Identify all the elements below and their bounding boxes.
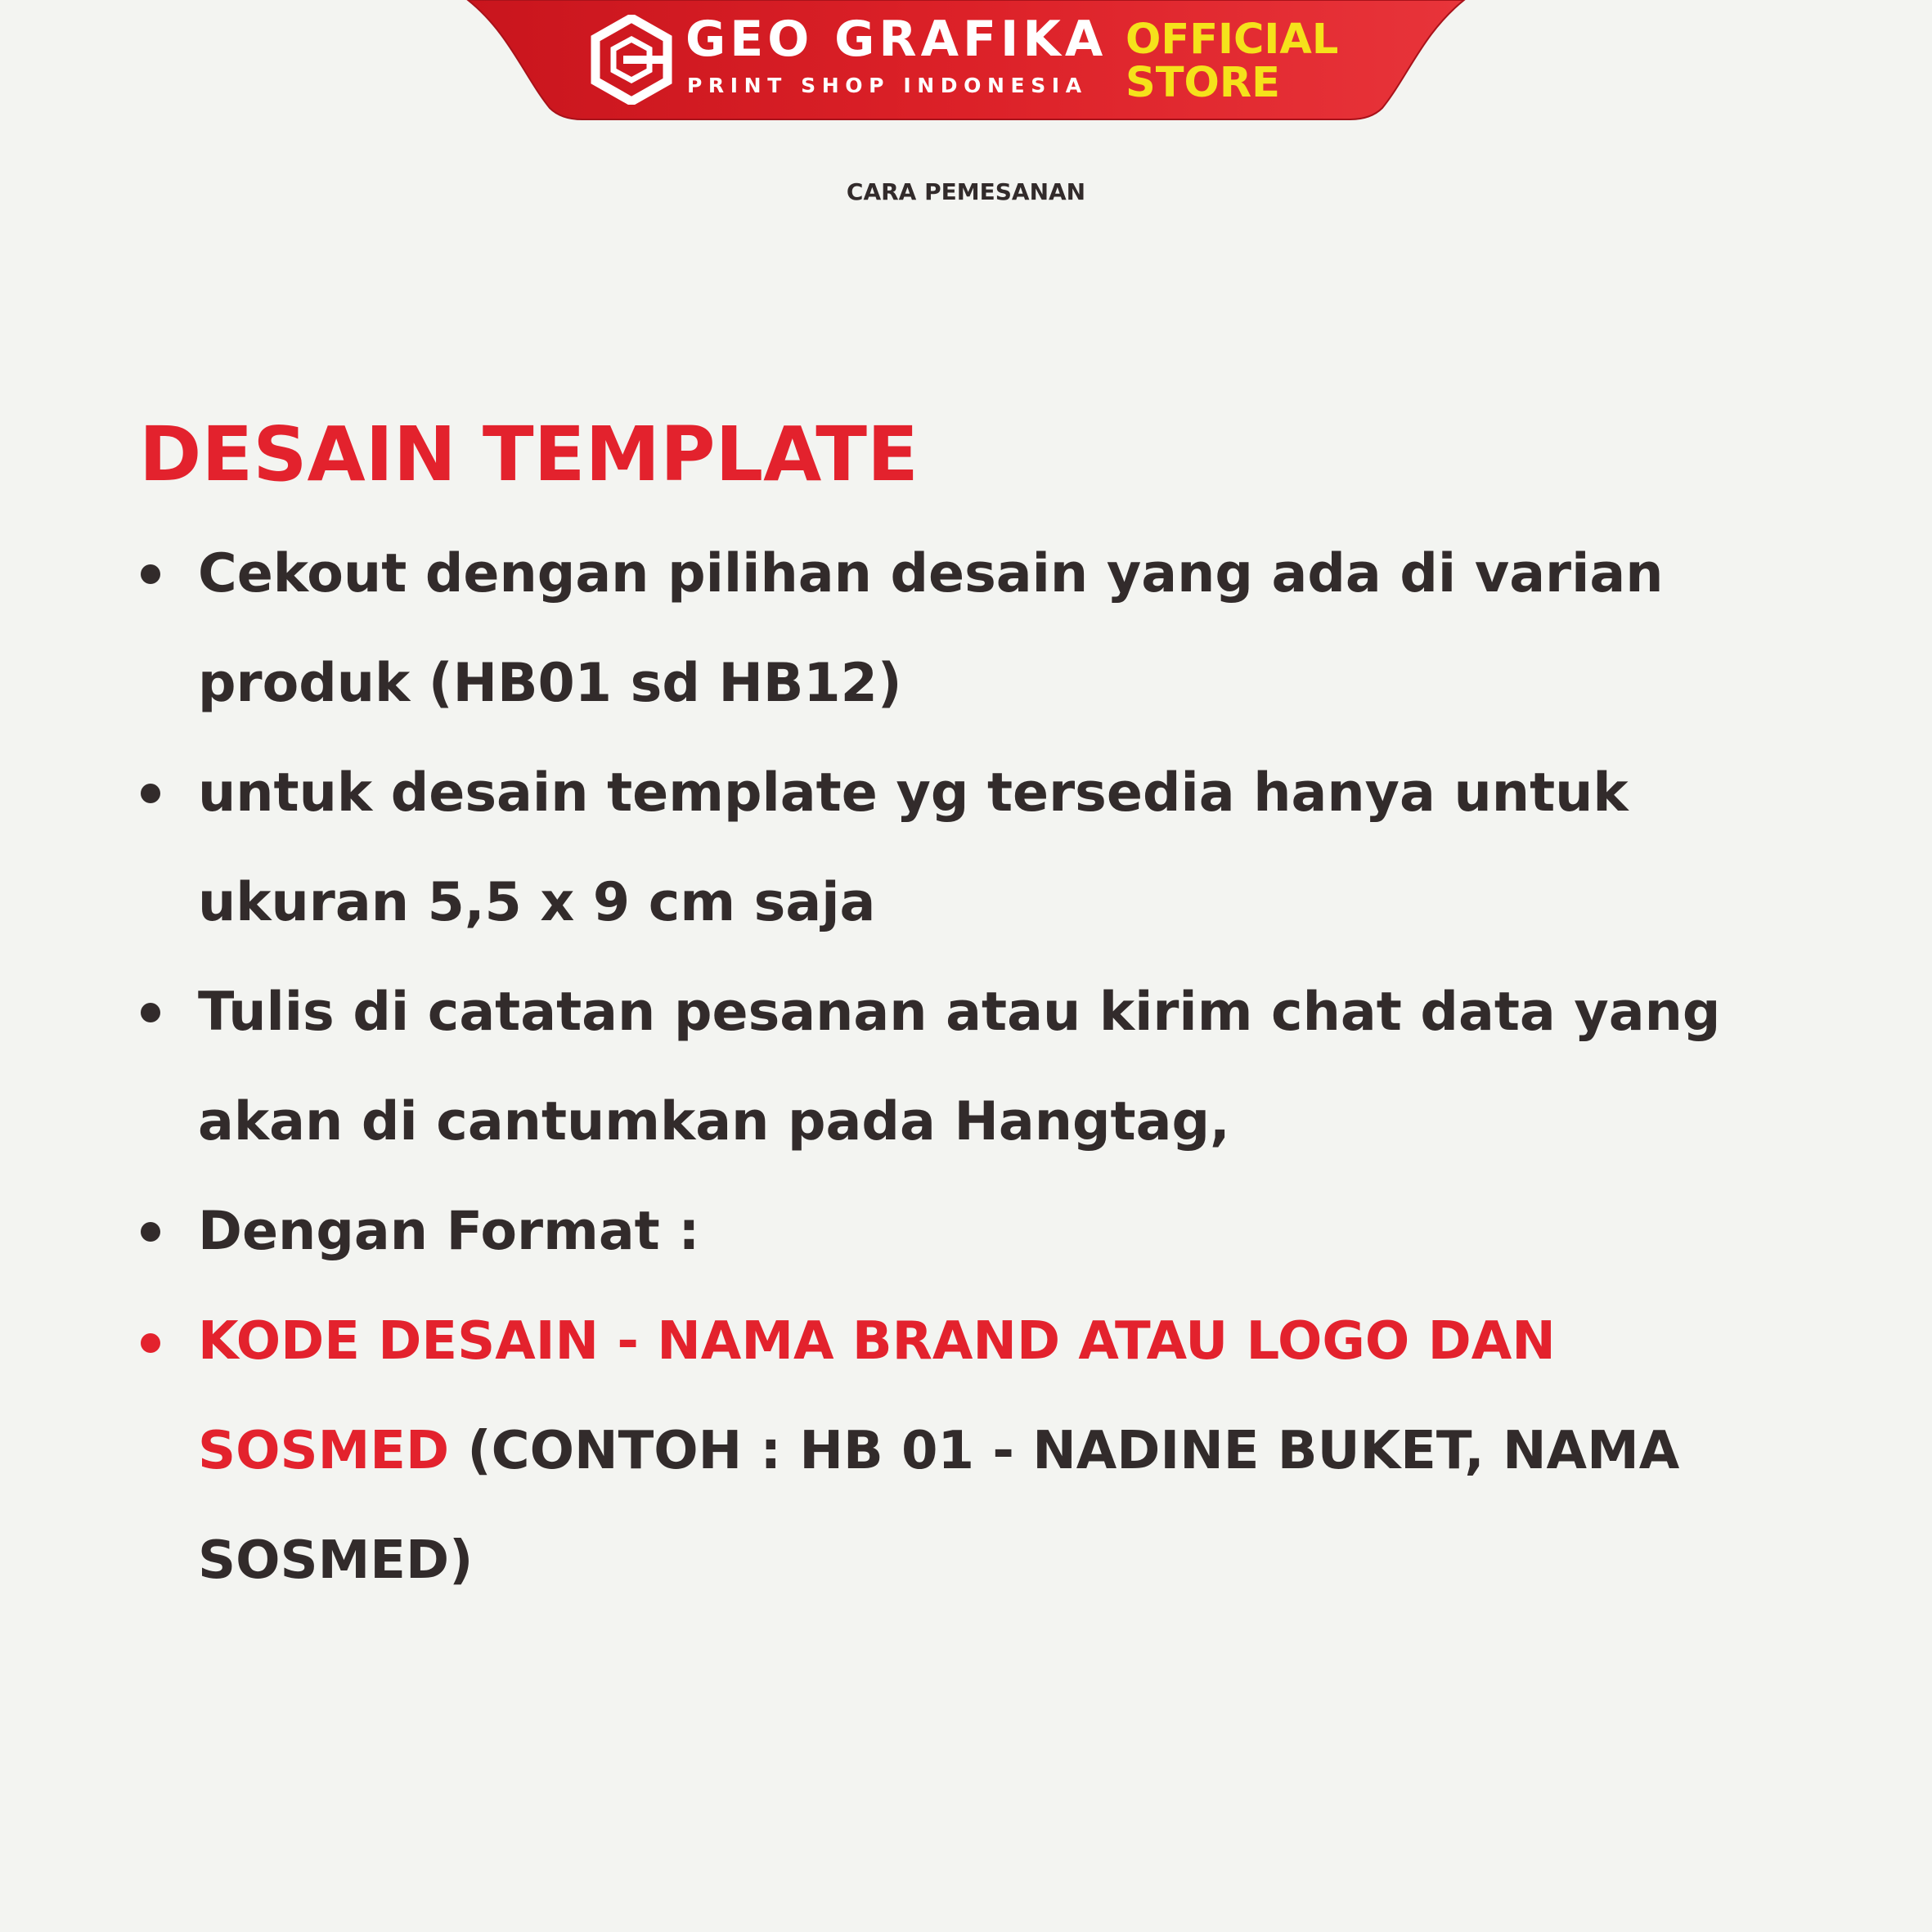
section-title: DESAIN TEMPLATE <box>139 411 919 498</box>
bullet-dot <box>141 1003 160 1022</box>
format-text-red: SOSMED <box>198 1421 450 1481</box>
format-text-red: KODE DESAIN - NAMA BRAND ATAU LOGO DAN <box>198 1311 1556 1372</box>
list-item-text: ukuran 5,5 x 9 cm saja <box>198 872 876 933</box>
brand-name: GEO GRAFIKA <box>685 11 1108 68</box>
bullet-dot <box>141 1222 160 1242</box>
list-item-text: produk (HB01 sd HB12) <box>198 653 902 714</box>
list-item-text: akan di cantumkan pada Hangtag, <box>198 1091 1230 1152</box>
bullet-dot <box>141 784 160 803</box>
list-item-text: Cekout dengan pilihan desain yang ada di varian <box>198 543 1664 604</box>
list-item-text: Dengan Format : <box>198 1201 700 1262</box>
bullet-dot <box>141 1333 160 1353</box>
format-example-text: SOSMED) <box>198 1530 474 1591</box>
brand-tagline: PRINT SHOP INDONESIA <box>687 74 1088 97</box>
bullet-dot <box>141 564 160 584</box>
badge-line-store: STORE <box>1126 59 1280 107</box>
list-item-text: untuk desain template yg tersedia hanya untuk <box>198 762 1629 824</box>
format-example-text: (CONTOH : HB 01 - NADINE BUKET, NAMA <box>449 1421 1680 1481</box>
list-item-text: Tulis di catatan pesanan atau kirim chat data yang <box>198 982 1721 1043</box>
badge-line-official: OFFICIAL <box>1126 16 1339 64</box>
page-title: CARA PEMESANAN <box>846 178 1086 205</box>
format-example-line <box>198 1421 1680 1481</box>
